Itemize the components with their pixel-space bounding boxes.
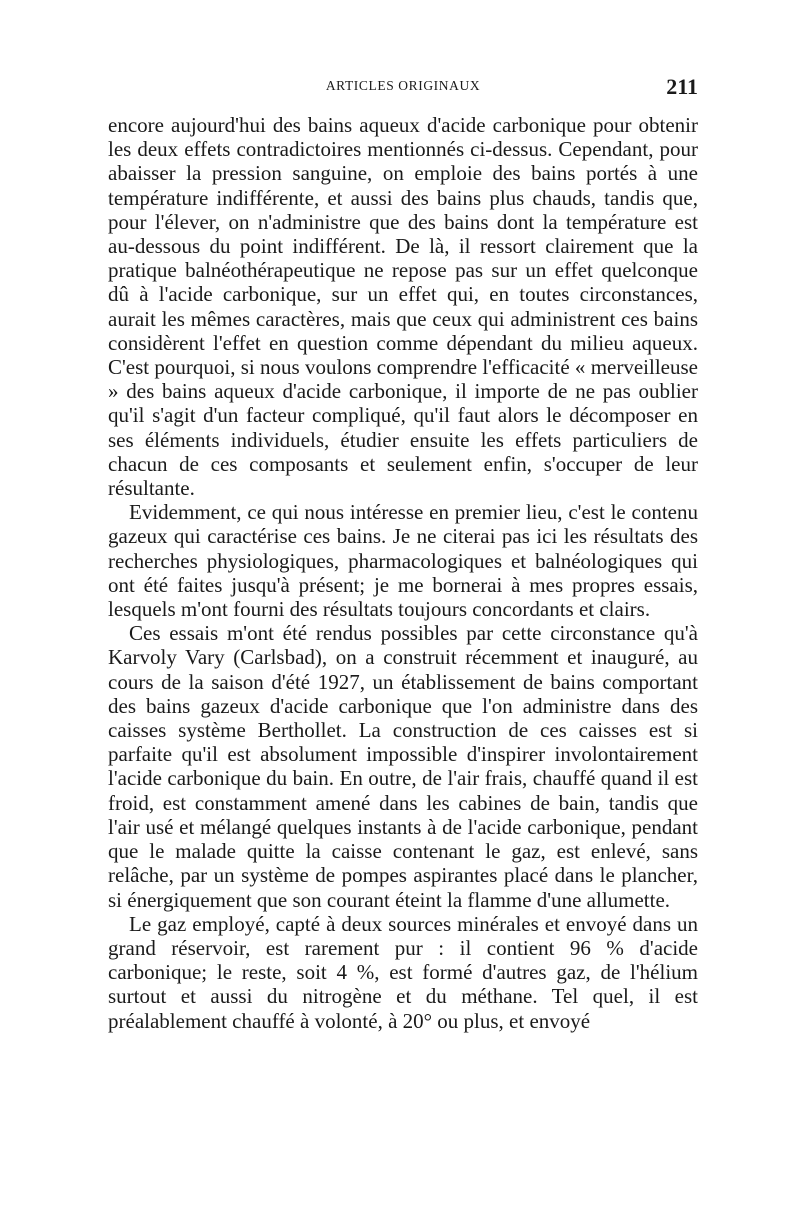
paragraph-4: Le gaz employé, capté à deux sources minérales et envoyé dans un grand réservoir, est rarement pur : il contient 96 % d'acide carbonique; le reste, soit 4 %, est formé d'autres gaz, de l'hélium surtout et aussi du nitrogène et du méthane. Tel quel, il est préalablement chauffé à volonté, à 20° ou plus, et envoyé [108, 911, 698, 1033]
page-number: 211 [666, 74, 698, 99]
paragraph-1: encore aujourd'hui des bains aqueux d'acide carbonique pour obtenir les deux effets contradictoires mentionnés ci-dessus. Cependant, pour abaisser la pression sanguine, on emploie des bains portés à une température indifférente, et aussi des bains plus chauds, tandis que, pour l'élever, on n'administre que des bains dont la température est au-dessous du point indifférent. De là, il ressort clairement que la pratique balnéothérapeutique ne repose pas sur un effet quelconque dû à l'acide carbonique, sur un effet qui, en toutes circonstances, aurait les mêmes caractères, mais que ceux qui administrent ces bains considèrent l'effet en question comme dépendant du milieu aqueux. C'est pourquoi, si nous voulons comprendre l'efficacité « merveilleuse » des bains aqueux d'acide carbonique, il importe de ne pas oublier qu'il s'agit d'un facteur compliqué, qu'il faut alors le décomposer en ses éléments individuels, étudier ensuite les effets particuliers de chacun de ces composants et seulement enfin, s'occuper de leur résultante. [108, 113, 698, 501]
article-body [108, 113, 698, 1033]
paragraph-3: Ces essais m'ont été rendus possibles par cette circonstance qu'à Karvoly Vary (Carlsbad), on a construit récemment et inauguré, au cours de la saison d'été 1927, un établissement de bains comportant des bains gazeux d'acide carbonique que l'on administre dans des caisses système Berthollet. La construction de ces caisses est si parfaite qu'il est absolument impossible d'inspirer involontairement l'acide carbonique du bain. En outre, de l'air frais, chauffé quand il est froid, est constamment amené dans les cabines de bain, tandis que l'air usé et mélangé quelques instants à de l'acide carbonique, pendant que le malade quitte la caisse contenant le gaz, est enlevé, sans relâche, par un système de pompes aspirantes placé dans le plancher, si énergiquement que son courant éteint la flamme d'une allumette. [108, 621, 698, 912]
paragraph-2: Evidemment, ce qui nous intéresse en premier lieu, c'est le contenu gazeux qui caractérise ces bains. Je ne citerai pas ici les résultats des recherches physiologiques, pharmacologiques et balnéologiques qui ont été faites jusqu'à présent; je me bornerai à mes propres essais, lesquels m'ont fourni des résultats toujours concordants et clairs. [108, 500, 698, 622]
running-head: ARTICLES ORIGINAUX [325, 78, 481, 93]
page-header [108, 74, 698, 102]
